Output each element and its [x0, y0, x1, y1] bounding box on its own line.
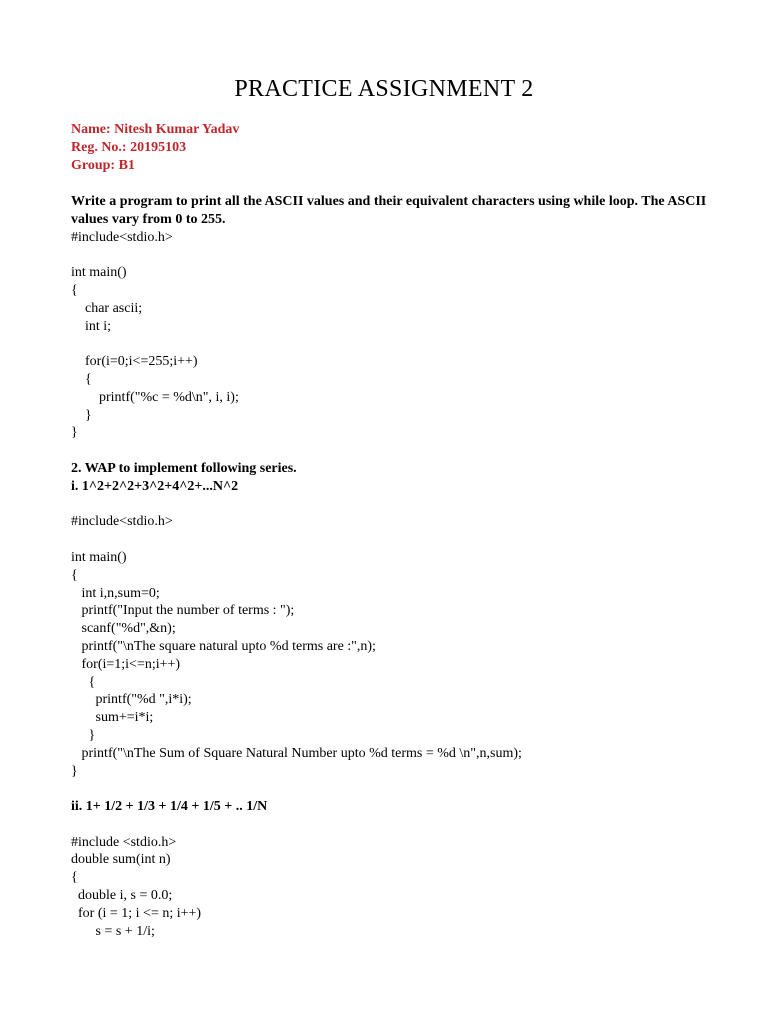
- blank-line: [71, 246, 711, 264]
- student-group: Group: B1: [71, 158, 135, 173]
- code-line: printf("Input the number of terms : ");: [71, 603, 295, 619]
- code-line: int main(): [71, 265, 127, 281]
- code-line: }: [71, 425, 78, 441]
- code-line: s = s + 1/i;: [71, 923, 155, 939]
- blank-line: [71, 442, 711, 460]
- blank-line: [71, 496, 711, 514]
- code-line: sum+=i*i;: [71, 710, 154, 726]
- code-line: {: [71, 282, 78, 298]
- blank-line: [71, 780, 711, 798]
- code-line: int main(): [71, 549, 127, 565]
- code-line: printf("%c = %d\n", i, i);: [71, 389, 239, 405]
- code-line: printf("\nThe Sum of Square Natural Number upto %d terms = %d \n",n,sum);: [71, 745, 522, 761]
- code-line: #include<stdio.h>: [71, 514, 173, 530]
- question-heading: Write a program to print all the ASCII values and their equivalent characters using while loop. The ASCII values vary from 0 to 255.: [71, 194, 707, 227]
- student-reg-no: Reg. No.: 20195103: [71, 140, 187, 155]
- code-line: char ascii;: [71, 300, 143, 316]
- question-heading: 2. WAP to implement following series.: [71, 460, 297, 476]
- code-line: for (i = 1; i <= n; i++): [71, 905, 202, 921]
- question-heading: i. 1^2+2^2+3^2+4^2+...N^2: [71, 478, 239, 494]
- code-line: {: [71, 674, 96, 690]
- code-line: for(i=0;i<=255;i++): [71, 354, 198, 370]
- blank-line: [71, 531, 711, 549]
- document-body: [71, 193, 711, 940]
- code-line: int i;: [71, 318, 112, 334]
- code-line: double sum(int n): [71, 852, 171, 868]
- blank-line: [71, 335, 711, 353]
- code-line: double i, s = 0.0;: [71, 888, 173, 904]
- code-line: int i,n,sum=0;: [71, 585, 160, 601]
- code-line: }: [71, 727, 96, 743]
- code-line: scanf("%d",&n);: [71, 621, 176, 637]
- code-line: printf("\nThe square natural upto %d terms are :",n);: [71, 638, 376, 654]
- document-title: PRACTICE ASSIGNMENT 2: [234, 76, 534, 102]
- code-line: {: [71, 371, 92, 387]
- student-info: [71, 121, 239, 175]
- blank-line: [71, 816, 711, 834]
- code-line: }: [71, 407, 92, 423]
- code-line: #include <stdio.h>: [71, 834, 177, 850]
- code-line: }: [71, 763, 78, 779]
- student-name: Name: Nitesh Kumar Yadav: [71, 122, 240, 137]
- code-line: {: [71, 870, 78, 886]
- code-line: {: [71, 567, 78, 583]
- question-heading: ii. 1+ 1/2 + 1/3 + 1/4 + 1/5 + .. 1/N: [71, 799, 268, 815]
- code-line: for(i=1;i<=n;i++): [71, 656, 181, 672]
- code-line: printf("%d ",i*i);: [71, 692, 192, 708]
- code-line: #include<stdio.h>: [71, 229, 173, 245]
